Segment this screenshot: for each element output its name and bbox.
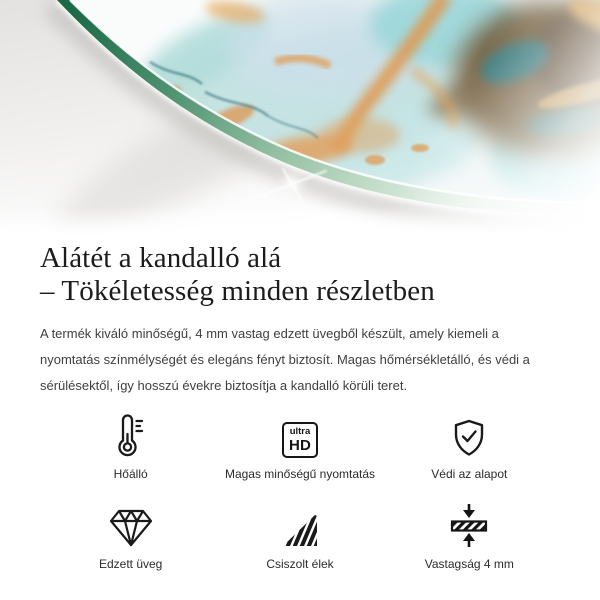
feature-label: Vastagság 4 mm <box>424 557 514 571</box>
feature-label: Hőálló <box>113 467 148 481</box>
feature-tempered-glass <box>46 501 215 571</box>
feature-grid <box>40 411 560 571</box>
glass-underlay-photo <box>0 0 600 236</box>
white-fade-overlay <box>0 0 600 236</box>
bottom-fade <box>0 206 600 236</box>
page-title <box>40 242 560 308</box>
polished-edge-icon <box>280 501 320 548</box>
product-info-section <box>0 242 600 571</box>
shield-check-icon <box>452 411 486 458</box>
feature-thickness <box>385 501 554 571</box>
ultra-hd-text-bottom: HD <box>288 436 312 454</box>
feature-label: Magas minőségű nyomtatás <box>224 467 376 481</box>
ultra-hd-text-top: ultra <box>289 426 311 438</box>
feature-heat-resistant <box>46 411 215 481</box>
feature-protects-base <box>385 411 554 481</box>
thermometer-icon <box>117 411 144 458</box>
diamond-icon <box>108 501 154 548</box>
feature-label: Csiszolt élek <box>266 557 334 571</box>
title-line-2: – Tökéletesség minden részletben <box>40 275 435 307</box>
feature-polished-edges <box>215 501 384 571</box>
thickness-compress-icon <box>447 501 491 548</box>
product-image <box>0 0 600 236</box>
feature-hd-print <box>215 411 384 481</box>
feature-label: Edzett üveg <box>98 557 163 571</box>
product-description: A termék kiváló minőségű, 4 mm vastag edzett üvegből készült, amely kiemeli a nyomtatás színmélységét és elegáns fényt biztosít. Magas hőmérsékletálló, és védi a sérülésektől, így hosszú évekre biztosítja a kandalló körüli teret. <box>40 326 530 393</box>
ultra-hd-badge <box>282 411 318 458</box>
title-line-1: Alátét a kandalló alá <box>40 242 282 274</box>
feature-label: Védi az alapot <box>431 467 508 481</box>
